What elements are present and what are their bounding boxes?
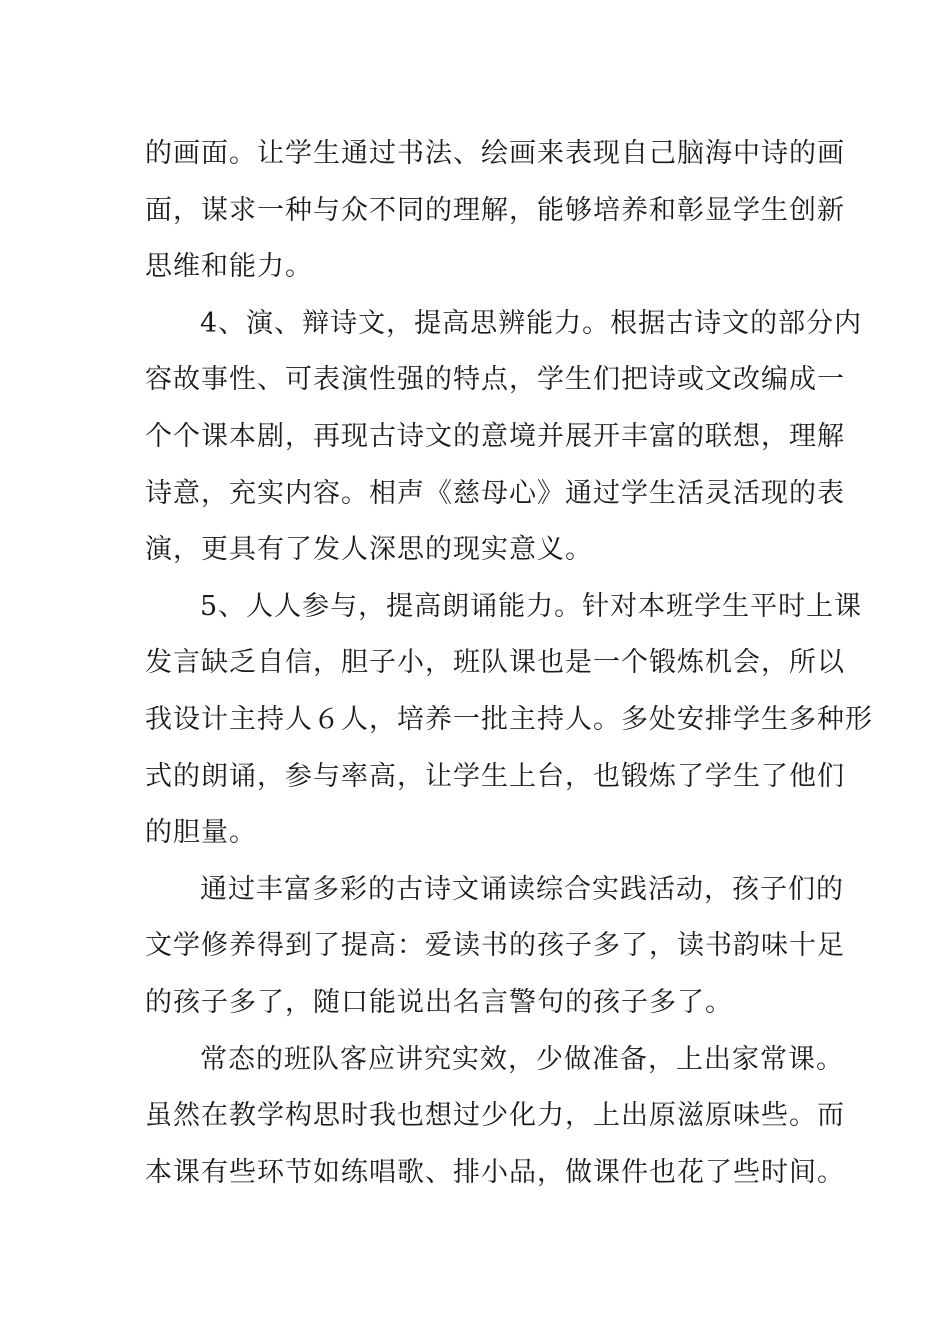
text-line: 文学修养得到了提高：爱读书的孩子多了，读书韵味十足 — [145, 930, 845, 962]
text-line: 本课有些环节如练唱歌、排小品，做课件也花了些时间。 — [145, 1156, 845, 1188]
text-line: 5、人人参与，提高朗诵能力。针对本班学生平时上课 — [200, 590, 863, 622]
text-line: 个个课本剧，再现古诗文的意境并展开丰富的联想，理解 — [145, 420, 845, 452]
text-line: 容故事性、可表演性强的特点，学生们把诗或文改编成一 — [145, 364, 845, 396]
text-line: 的孩子多了，随口能说出名言警句的孩子多了。 — [145, 986, 733, 1018]
text-line: 4、演、辩诗文，提高思辨能力。根据古诗文的部分内 — [200, 307, 863, 339]
text-line: 我设计主持人６人，培养一批主持人。多处安排学生多种形 — [145, 703, 873, 735]
text-line: 虽然在教学构思时我也想过少化力，上出原滋原味些。而 — [145, 1100, 845, 1132]
text-line: 的胆量。 — [145, 817, 257, 849]
text-line: 面，谋求一种与众不同的理解，能够培养和彰显学生创新 — [145, 194, 845, 226]
text-line: 诗意，充实内容。相声《慈母心》通过学生活灵活现的表 — [145, 477, 845, 509]
text-line: 常态的班队客应讲究实效，少做准备，上出家常课。 — [200, 1043, 844, 1075]
text-line: 发言缺乏自信，胆子小，班队课也是一个锻炼机会，所以 — [145, 647, 845, 679]
document-body — [145, 126, 873, 1201]
text-line: 的画面。让学生通过书法、绘画来表现自己脑海中诗的画 — [145, 138, 845, 169]
text-line: 思维和能力。 — [145, 251, 313, 283]
text-line: 式的朗诵，参与率高，让学生上台，也锻炼了学生了他们 — [145, 760, 845, 792]
text-line: 通过丰富多彩的古诗文诵读综合实践活动，孩子们的 — [200, 873, 844, 905]
text-line: 演，更具有了发人深思的现实意义。 — [145, 534, 593, 566]
